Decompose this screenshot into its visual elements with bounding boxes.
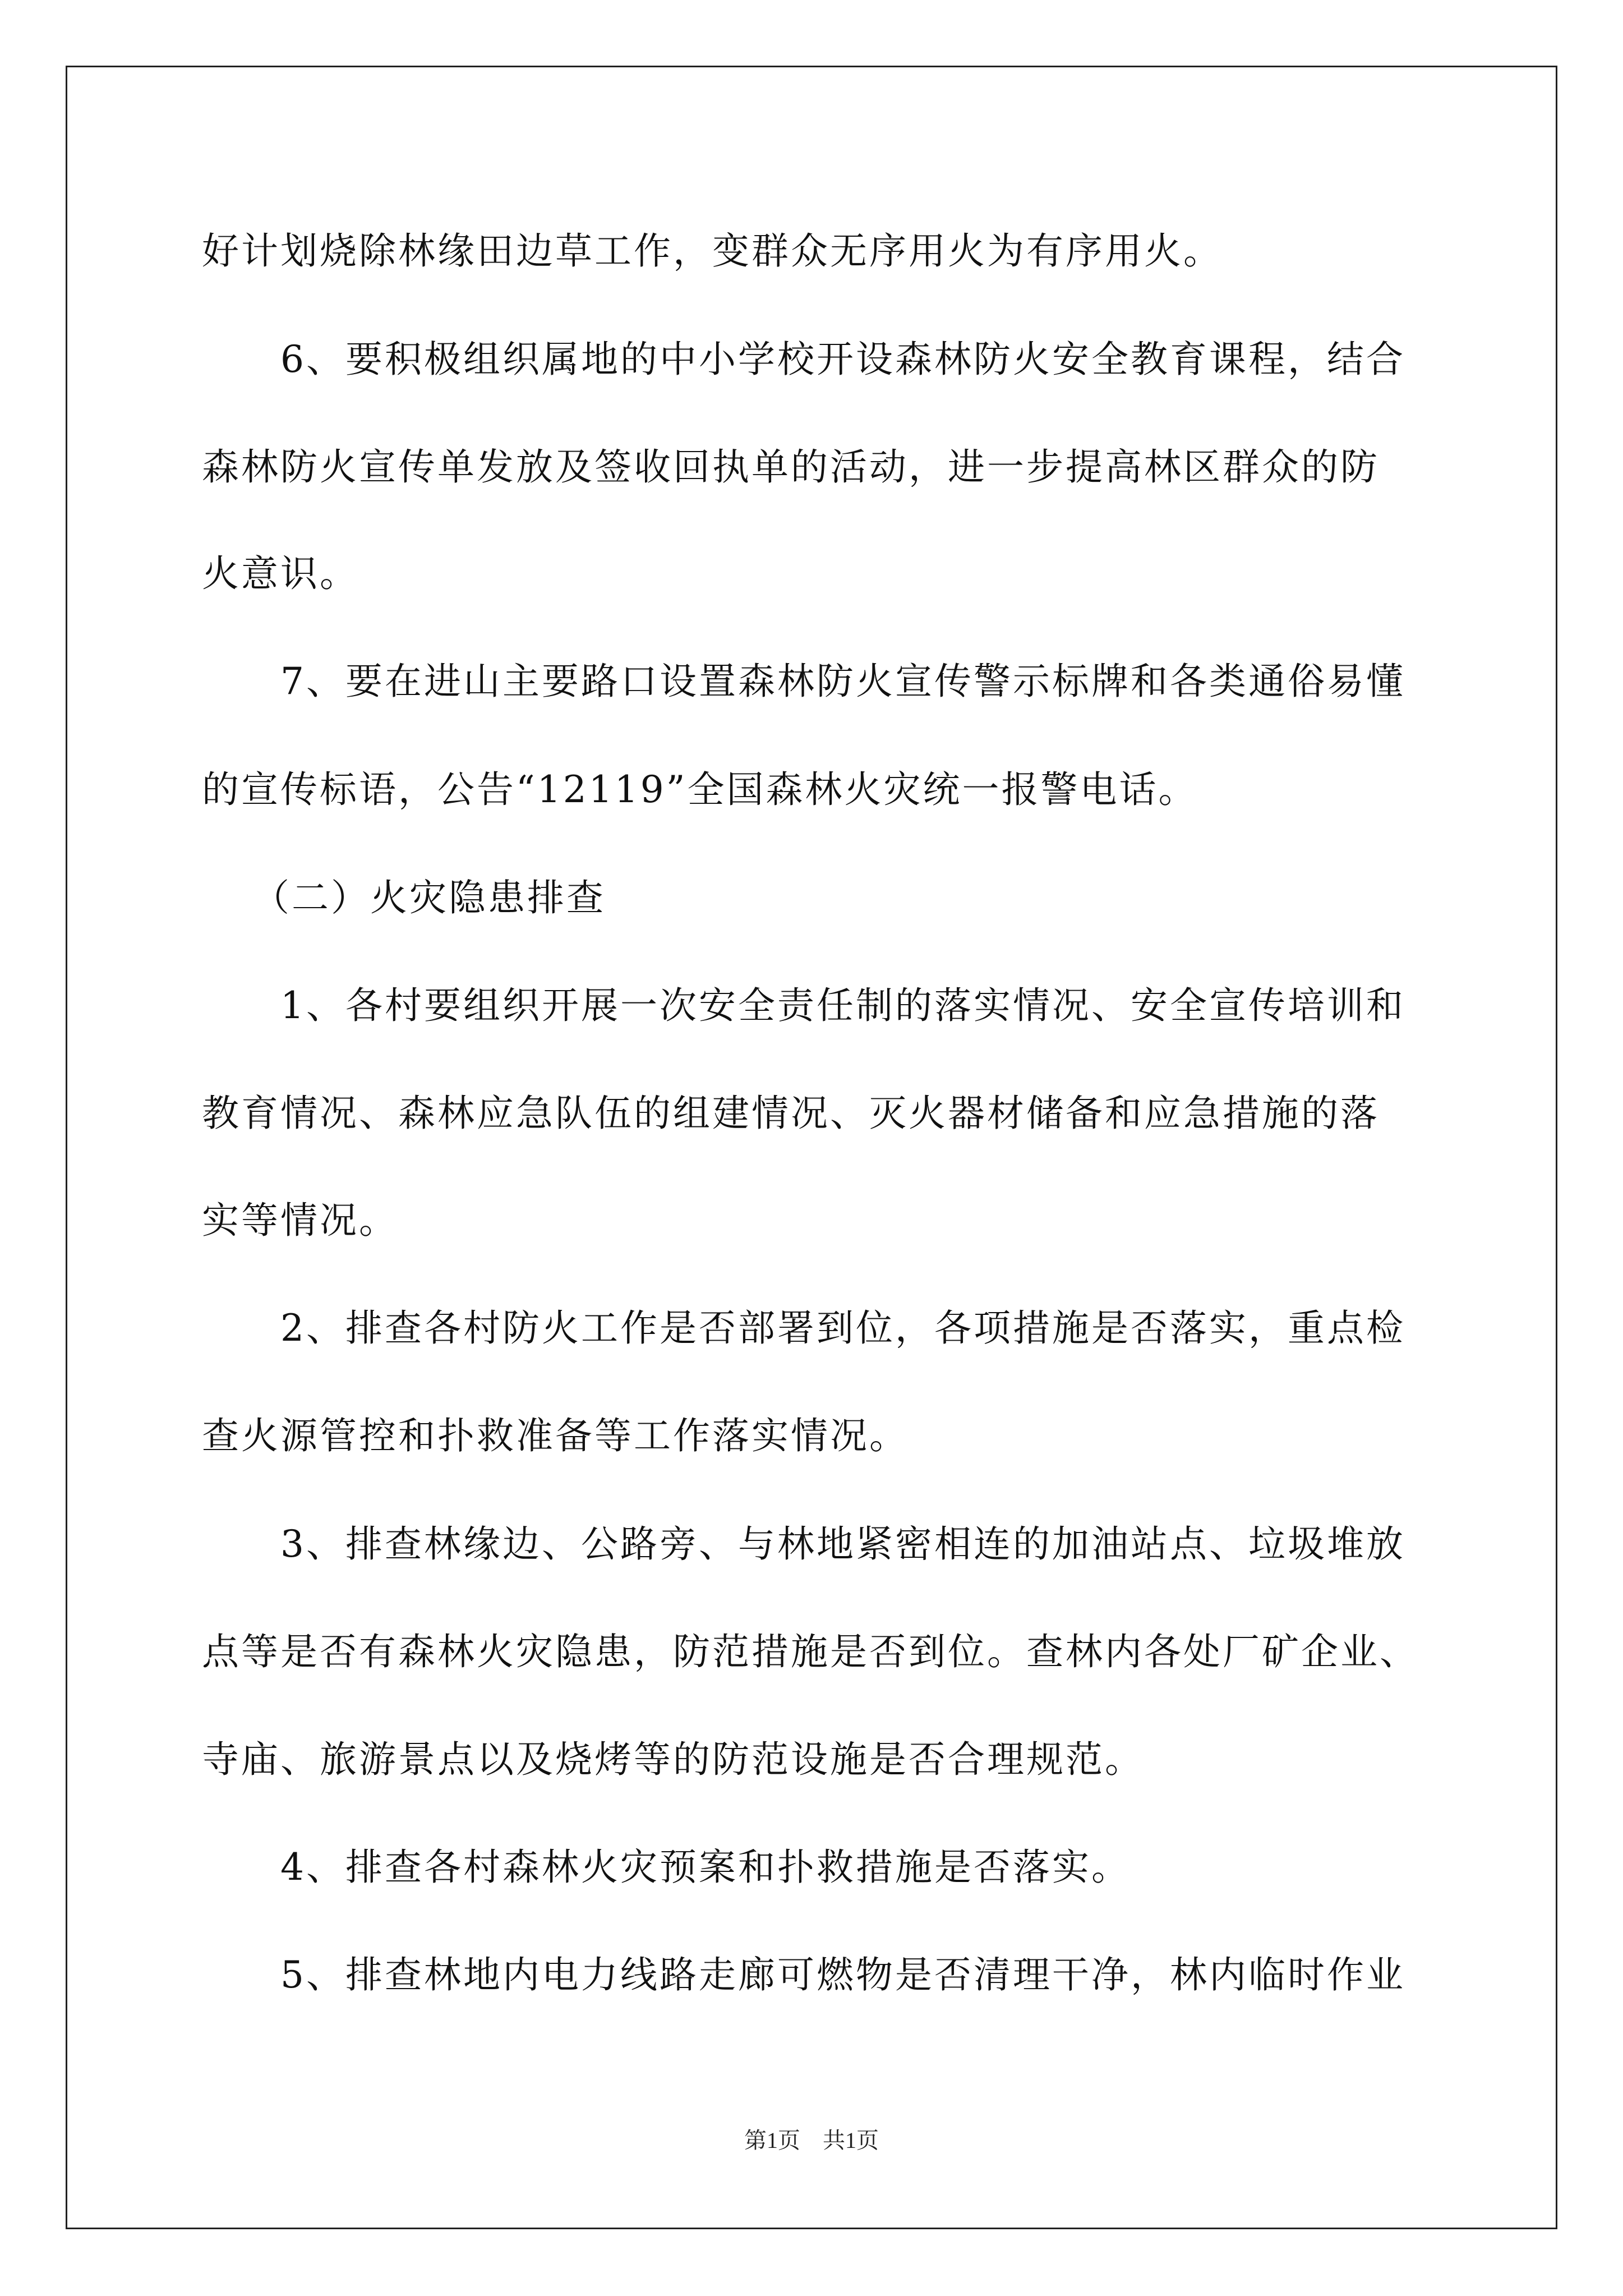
text-line: 的宣传标语，公告“12119”全国森林火灾统一报警电话。 <box>202 768 1198 811</box>
page-border <box>66 66 1557 2229</box>
text-line: 2、排查各村防火工作是否部署到位，各项措施是否落实，重点检 <box>280 1306 1405 1350</box>
text-line: 点等是否有森林火灾隐患，防范措施是否到位。查林内各处厂矿企业、 <box>202 1630 1419 1673</box>
text-line: 查火源管控和扑救准备等工作落实情况。 <box>202 1414 909 1457</box>
section-heading: （二）火灾隐患排查 <box>252 876 606 919</box>
page-number: 第1页 共1页 <box>744 2128 879 2153</box>
text-line: 6、要积极组织属地的中小学校开设森林防火安全教育课程，结合 <box>280 338 1405 381</box>
text-line: 1、各村要组织开展一次安全责任制的落实情况、安全宣传培训和 <box>280 984 1405 1027</box>
text-line: 火意识。 <box>202 552 359 595</box>
text-line: 5、排查林地内电力线路走廊可燃物是否清理干净，林内临时作业 <box>280 1953 1405 1996</box>
text-line: 3、排查林缘边、公路旁、与林地紧密相连的加油站点、垃圾堆放 <box>280 1522 1405 1566</box>
text-line: 寺庙、旅游景点以及烧烤等的防范设施是否合理规范。 <box>202 1738 1144 1781</box>
text-line: 4、排查各村森林火灾预案和扑救措施是否落实。 <box>280 1846 1131 1889</box>
text-line: 森林防火宣传单发放及签收回执单的活动，进一步提高林区群众的防 <box>202 445 1380 489</box>
text-line: 教育情况、森林应急队伍的组建情况、灭火器材储备和应急措施的落 <box>202 1092 1380 1135</box>
text-line: 实等情况。 <box>202 1199 398 1242</box>
text-line: 7、要在进山主要路口设置森林防火宣传警示标牌和各类通俗易懂 <box>280 660 1405 703</box>
text-line: 好计划烧除林缘田边草工作，变群众无序用火为有序用火。 <box>202 229 1223 273</box>
